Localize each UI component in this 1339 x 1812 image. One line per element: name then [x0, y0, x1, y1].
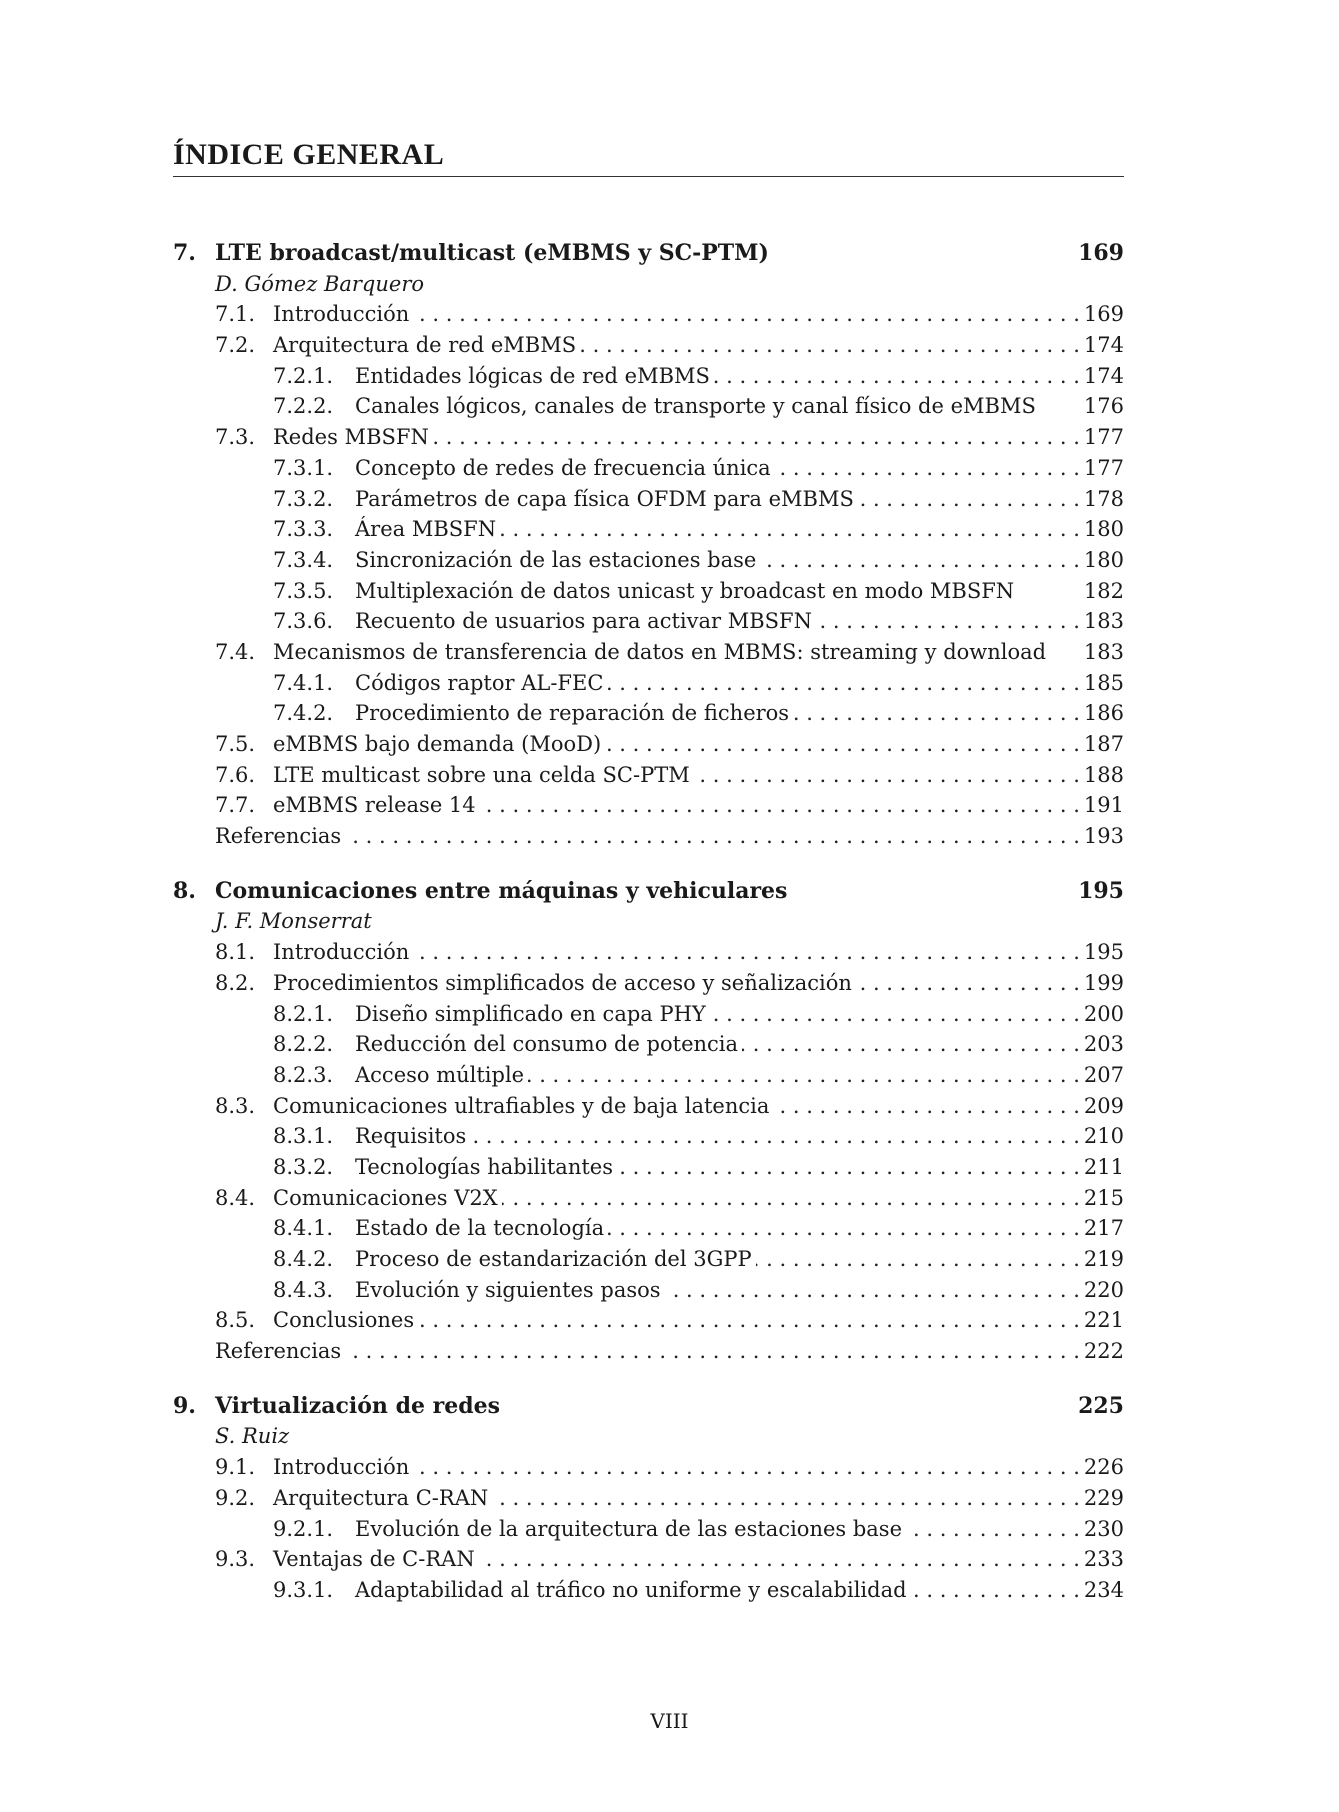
entry-title: Mecanismos de transferencia de datos en MBMS: streaming y download — [273, 639, 1047, 664]
entry-number: 7.3.2. — [273, 486, 334, 511]
entry-page: 210 — [1083, 1124, 1124, 1149]
toc-chapter — [173, 1391, 1124, 1606]
dot-leader — [911, 1575, 1080, 1606]
entry-page: 221 — [1083, 1308, 1124, 1333]
entry-title: Ventajas de C-RAN — [273, 1547, 475, 1572]
toc-entry — [173, 1514, 1124, 1545]
table-of-contents — [173, 238, 1124, 1630]
entry-number: 7.1. — [215, 302, 256, 327]
entry-title: Evolución de la arquitectura de las estaciones base — [355, 1516, 903, 1541]
entry-page: 182 — [1083, 578, 1124, 603]
toc-entry — [173, 968, 1124, 999]
entry-number: 7.3.1. — [273, 455, 334, 480]
toc-entry — [173, 668, 1124, 699]
running-head: ÍNDICE GENERAL — [173, 138, 445, 171]
entry-page: 195 — [1083, 940, 1124, 965]
entry-title: Reducción del consumo de potencia — [355, 1032, 739, 1057]
entry-page: 217 — [1083, 1216, 1124, 1241]
toc-entry — [173, 999, 1124, 1030]
entry-number: 7.2.2. — [273, 394, 334, 419]
entry-page: 180 — [1083, 547, 1124, 572]
entry-number: 9.1. — [215, 1455, 256, 1480]
chapter-page: 225 — [1078, 1392, 1124, 1419]
chapter-heading — [173, 1391, 1124, 1422]
entry-title: Tecnologías habilitantes — [355, 1154, 613, 1179]
entry-number: 9.2. — [215, 1485, 256, 1510]
chapter-title: LTE broadcast/multicast (eMBMS y SC-PTM) — [215, 240, 769, 266]
entry-number: 7.3.6. — [273, 609, 334, 634]
entry-page: 229 — [1083, 1485, 1124, 1510]
entry-number: 8.3.1. — [273, 1124, 334, 1149]
entry-number: 7.3.4. — [273, 547, 334, 572]
chapter-title: Virtualización de redes — [215, 1392, 500, 1419]
dot-leader — [413, 1452, 1080, 1483]
entry-page: 211 — [1083, 1154, 1124, 1179]
toc-entry — [173, 1213, 1124, 1244]
chapter-number: 8. — [173, 877, 196, 904]
toc-entry — [173, 729, 1124, 760]
chapter-author: J. F. Monserrat — [215, 909, 372, 934]
entry-number: 8.4. — [215, 1185, 256, 1210]
toc-entry — [173, 422, 1124, 453]
entry-title: Introducción — [273, 302, 410, 327]
entry-number: 8.1. — [215, 940, 256, 965]
entry-title: Referencias — [215, 824, 342, 849]
toc-entry — [173, 1244, 1124, 1275]
toc-entry — [173, 361, 1124, 392]
entry-title: Introducción — [273, 1455, 410, 1480]
chapter-heading — [173, 238, 1124, 269]
dot-leader — [413, 299, 1080, 330]
entry-title: Entidades lógicas de red eMBMS — [355, 363, 710, 388]
chapter-number: 9. — [173, 1392, 196, 1419]
entry-page: 183 — [1083, 639, 1124, 664]
dot-leader — [694, 760, 1080, 791]
entry-page: 174 — [1083, 333, 1124, 358]
entry-title: Procedimiento de reparación de ficheros — [355, 701, 790, 726]
dot-leader — [760, 545, 1080, 576]
entry-page: 199 — [1083, 970, 1124, 995]
entry-title: Área MBSFN — [355, 517, 497, 542]
entry-number: 7.6. — [215, 762, 256, 787]
entry-title: Sincronización de las estaciones base — [355, 547, 757, 572]
entry-number: 9.3. — [215, 1547, 256, 1572]
entry-number: 8.4.2. — [273, 1247, 334, 1271]
chapter-author: S. Ruiz — [215, 1424, 290, 1449]
toc-entry — [173, 391, 1124, 422]
entry-title: Redes MBSFN — [273, 425, 429, 450]
entry-title: eMBMS release 14 — [273, 793, 476, 818]
entry-page: 226 — [1083, 1455, 1124, 1480]
dot-leader — [816, 606, 1080, 637]
entry-page: 178 — [1083, 486, 1124, 511]
entry-page: 220 — [1083, 1277, 1124, 1302]
entry-title: Recuento de usuarios para activar MBSFN — [355, 609, 812, 634]
entry-title: Arquitectura de red eMBMS — [273, 333, 577, 358]
dot-leader — [858, 484, 1080, 515]
dot-leader — [742, 1029, 1080, 1060]
dot-leader — [605, 729, 1080, 760]
entry-page: 187 — [1083, 732, 1124, 756]
dot-leader — [345, 821, 1080, 852]
dot-leader — [756, 1244, 1080, 1275]
entry-number: 7.4. — [215, 639, 256, 664]
entry-title: Introducción — [273, 940, 410, 965]
entry-title: Adaptabilidad al tráfico no uniforme y escalabilidad — [355, 1577, 907, 1602]
toc-entry — [173, 453, 1124, 484]
entry-number: 7.4.1. — [273, 670, 334, 695]
chapter-title: Comunicaciones entre máquinas y vehiculares — [215, 877, 788, 904]
dot-leader — [479, 1544, 1080, 1575]
entry-title: Comunicaciones V2X — [273, 1185, 498, 1210]
entry-title: Referencias — [215, 1339, 342, 1364]
dot-leader — [607, 668, 1080, 699]
toc-entry — [173, 760, 1124, 791]
entry-number: 8.2. — [215, 970, 256, 995]
dot-leader — [608, 1213, 1080, 1244]
toc-entry — [173, 606, 1124, 637]
entry-number: 7.7. — [215, 793, 256, 818]
references-entry — [173, 1336, 1124, 1367]
entry-title: Estado de la tecnología — [355, 1216, 605, 1241]
entry-title: LTE multicast sobre una celda SC-PTM — [273, 762, 690, 787]
dot-leader — [906, 1514, 1080, 1545]
chapter-number: 7. — [173, 240, 196, 266]
dot-leader — [470, 1121, 1080, 1152]
entry-page: 233 — [1083, 1547, 1124, 1572]
entry-number: 8.5. — [215, 1308, 256, 1333]
dot-leader — [480, 790, 1080, 821]
toc-entry — [173, 299, 1124, 330]
dot-leader — [345, 1336, 1080, 1367]
entry-number: 7.2.1. — [273, 363, 334, 388]
entry-title: Evolución y siguientes pasos — [355, 1277, 661, 1302]
chapter-page: 195 — [1078, 877, 1124, 904]
toc-entry — [173, 1305, 1124, 1336]
entry-page: 209 — [1083, 1093, 1124, 1118]
entry-page: 177 — [1083, 455, 1124, 480]
toc-entry — [173, 330, 1124, 361]
entry-number: 8.2.3. — [273, 1062, 334, 1087]
toc-entry — [173, 1575, 1124, 1606]
entry-page: 188 — [1083, 762, 1124, 787]
entry-page: 191 — [1083, 793, 1124, 818]
entry-title: Multiplexación de datos unicast y broadcast en modo MBSFN — [355, 578, 1015, 603]
entry-title: eMBMS bajo demanda (MooD) — [273, 732, 602, 756]
dot-leader — [773, 1091, 1080, 1122]
toc-entry — [173, 937, 1124, 968]
entry-page: 230 — [1083, 1516, 1124, 1541]
dot-leader — [775, 453, 1080, 484]
toc-entry — [173, 790, 1124, 821]
entry-page: 200 — [1083, 1001, 1124, 1026]
entry-number: 8.3.2. — [273, 1154, 334, 1179]
toc-entry — [173, 1544, 1124, 1575]
dot-leader — [793, 698, 1080, 729]
entry-title: Procedimientos simplificados de acceso y señalización — [273, 970, 852, 995]
entry-page: 193 — [1083, 824, 1124, 849]
entry-page: 203 — [1083, 1032, 1124, 1057]
toc-entry — [173, 1452, 1124, 1483]
dot-leader — [856, 968, 1080, 999]
toc-chapter — [173, 876, 1124, 1367]
entry-number: 8.4.3. — [273, 1277, 334, 1302]
entry-page: 180 — [1083, 517, 1124, 542]
entry-number: 7.3.3. — [273, 517, 334, 542]
toc-entry — [173, 1029, 1124, 1060]
entry-number: 7.3. — [215, 425, 256, 450]
entry-page: 183 — [1083, 609, 1124, 634]
dot-leader — [528, 1060, 1080, 1091]
dot-leader — [710, 999, 1080, 1030]
dot-leader — [500, 514, 1080, 545]
dot-leader — [433, 422, 1080, 453]
entry-page: 176 — [1083, 394, 1124, 419]
chapter-author: D. Gómez Barquero — [215, 271, 425, 296]
chapter-page: 169 — [1078, 240, 1124, 266]
entry-page: 177 — [1083, 425, 1124, 450]
entry-page: 207 — [1083, 1062, 1124, 1087]
entry-title: Parámetros de capa física OFDM para eMBMS — [355, 486, 854, 511]
header-rule — [173, 176, 1124, 177]
entry-title: Comunicaciones ultrafiables y de baja latencia — [273, 1093, 770, 1118]
toc-entry — [173, 484, 1124, 515]
entry-title: Acceso múltiple — [355, 1062, 525, 1087]
toc-entry — [173, 1275, 1124, 1306]
chapter-heading — [173, 876, 1124, 907]
dot-leader — [580, 330, 1080, 361]
entry-number: 7.4.2. — [273, 701, 334, 726]
entry-number: 9.3.1. — [273, 1577, 334, 1602]
dot-leader — [413, 937, 1080, 968]
entry-page: 174 — [1083, 363, 1124, 388]
entry-title: Conclusiones — [273, 1308, 415, 1333]
page-number: VIII — [650, 1709, 689, 1733]
entry-page: 215 — [1083, 1185, 1124, 1210]
entry-number: 7.2. — [215, 333, 256, 358]
entry-number: 8.4.1. — [273, 1216, 334, 1241]
toc-entry — [173, 1183, 1124, 1214]
entry-page: 219 — [1083, 1247, 1124, 1271]
entry-number: 8.3. — [215, 1093, 256, 1118]
entry-page: 234 — [1083, 1577, 1124, 1602]
entry-title: Diseño simplificado en capa PHY — [355, 1001, 706, 1026]
references-entry — [173, 821, 1124, 852]
entry-title: Canales lógicos, canales de transporte y canal físico de eMBMS — [355, 394, 1036, 419]
dot-leader — [665, 1275, 1080, 1306]
toc-entry — [173, 637, 1124, 668]
toc-entry — [173, 698, 1124, 729]
entry-title: Códigos raptor AL-FEC — [355, 670, 604, 695]
entry-title: Proceso de estandarización del 3GPP — [355, 1247, 752, 1271]
entry-number: 7.3.5. — [273, 578, 334, 603]
entry-number: 9.2.1. — [273, 1516, 334, 1541]
toc-entry — [173, 576, 1124, 607]
toc-entry — [173, 1483, 1124, 1514]
entry-title: Arquitectura C-RAN — [273, 1485, 489, 1510]
toc-entry — [173, 1091, 1124, 1122]
dot-leader — [492, 1483, 1080, 1514]
entry-title: Requisitos — [355, 1124, 467, 1149]
toc-chapter — [173, 238, 1124, 852]
entry-number: 8.2.1. — [273, 1001, 334, 1026]
entry-page: 222 — [1083, 1339, 1124, 1364]
entry-page: 186 — [1083, 701, 1124, 726]
entry-number: 8.2.2. — [273, 1032, 334, 1057]
dot-leader — [617, 1152, 1080, 1183]
dot-leader — [714, 361, 1080, 392]
entry-page: 169 — [1083, 302, 1124, 327]
dot-leader — [418, 1305, 1080, 1336]
entry-title: Concepto de redes de frecuencia única — [355, 455, 771, 480]
dot-leader — [502, 1183, 1080, 1214]
toc-entry — [173, 514, 1124, 545]
toc-entry — [173, 545, 1124, 576]
toc-entry — [173, 1121, 1124, 1152]
entry-number: 7.5. — [215, 732, 256, 756]
toc-entry — [173, 1152, 1124, 1183]
entry-page: 185 — [1083, 670, 1124, 695]
toc-entry — [173, 1060, 1124, 1091]
